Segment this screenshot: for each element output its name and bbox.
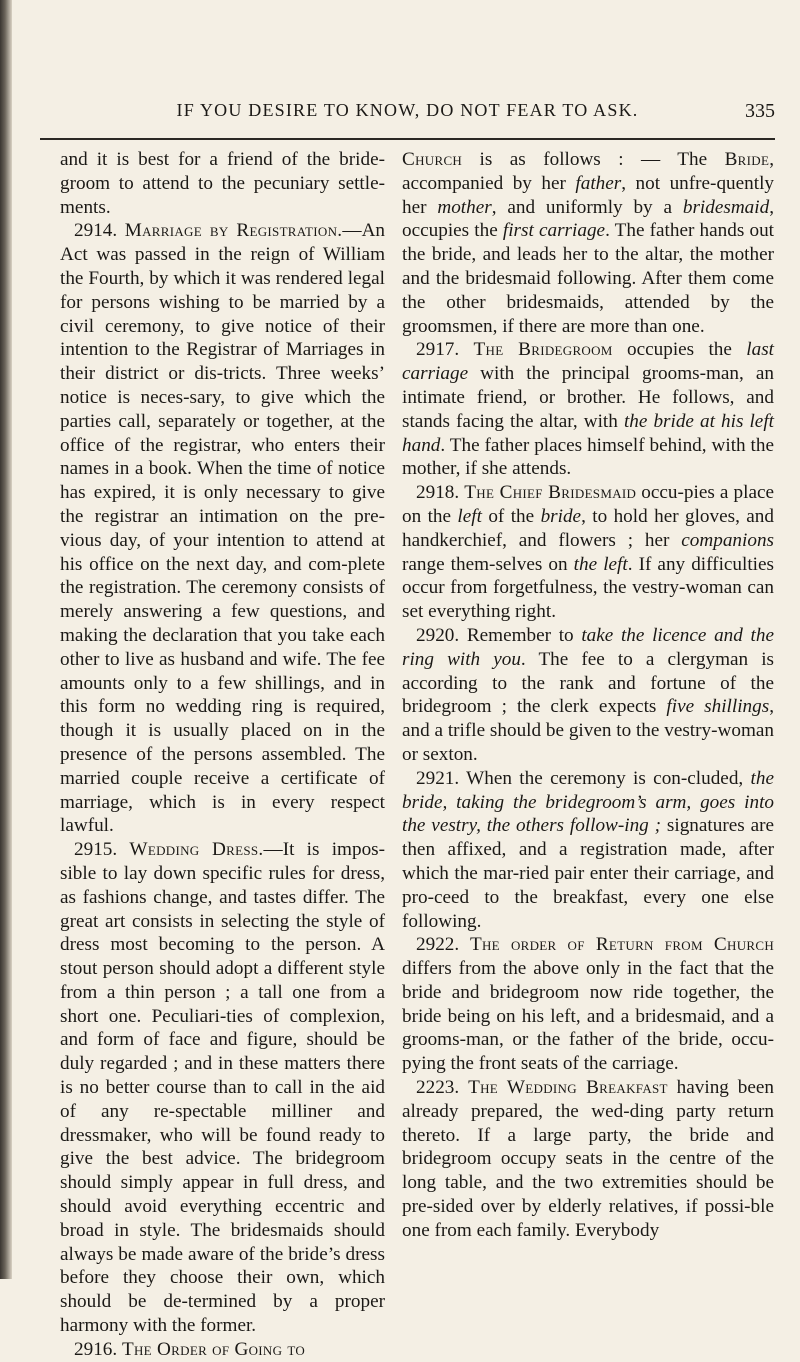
paragraph — [402, 933, 774, 1076]
emphasis-text: the bride at his left hand — [402, 410, 774, 456]
section-title: Wedding Dress. — [129, 839, 264, 861]
paragraph-text: . The father places himself behind, with the mother, if she attends. — [402, 434, 774, 480]
emphasis-text: take the licence and the ring with you — [402, 624, 774, 670]
page-gutter-shadow — [0, 0, 12, 1279]
paragraph — [60, 219, 385, 838]
section-title: Marriage by Registration. — [124, 220, 343, 242]
emphasis-text: first carriage — [502, 220, 606, 242]
header-rule — [40, 138, 775, 140]
paragraph-text: An Act was passed in the reign of William the Fourth, by which it was rendered legal for persons wishing to be married by a civil ceremony, to give notice of their intention to the Registrar of Marriages in their district or dis-tricts. Three weeks’ notice is neces-sary, to give which the parties call, separately or together, at the office of the registrar, who enters their names in a book. When the time of notice has expired, it is only necessary to give the registrar an intimation on the pre-vious day, of your intention to attend at his office on the next day, and com-plete the registration. The ceremony consists of merely answering a few questions, and making the declaration that you take each other to live as husband and wife. The fee amounts only to a few shillings, and in this form no wedding ring is required, though it is usually placed on in the presence of the persons assembled. The married couple receive a certificate of marriage, which is in every respect lawful. — [60, 220, 386, 837]
emphasis-text: bride — [540, 505, 582, 527]
paragraph-text: range them-selves on — [402, 553, 574, 575]
small-caps-text: Church — [402, 149, 463, 170]
paragraph — [402, 767, 774, 934]
paragraph-number: 2920. — [416, 624, 460, 646]
section-title: The Bridegroom — [473, 339, 613, 361]
paragraph-text: of the — [481, 505, 541, 527]
paragraph-text: Remember to — [466, 624, 582, 646]
paragraph — [402, 148, 774, 338]
section-title: The Wedding Breakfast — [468, 1077, 668, 1099]
paragraph-text: . The father hands out the bride, and leads her to the altar, the mother and the bridesmaid following. After them come the other bridesmaids, attended by the groomsmen, if there are more than one. — [402, 220, 774, 337]
page-header — [40, 100, 775, 134]
emphasis-text: the left — [573, 553, 628, 575]
paragraph-number: 2914. — [74, 220, 118, 242]
paragraph-text: When the ceremony is con-cluded, — [466, 767, 751, 789]
paragraph — [60, 148, 385, 219]
right-column — [402, 148, 774, 1243]
paragraph-text: , and uniformly by a — [491, 196, 683, 218]
paragraph-number: 2922. — [416, 934, 460, 956]
paragraph-text: , accompanied by her — [402, 149, 774, 194]
paragraph-text: . If any difficulties occur from forgetfulness, the vestry-woman can set everything right. — [402, 553, 774, 623]
paragraph — [60, 838, 385, 1338]
paragraph-text: . The fee to a clergyman is according to the rank and fortune of the bridegroom ; the clerk expects — [402, 648, 774, 718]
emphasis-text: last carriage — [402, 339, 775, 385]
section-title: The Order of Going to — [121, 1338, 306, 1360]
left-column — [60, 148, 385, 1362]
paragraph-text: having been already prepared, the wed-ding party return thereto. If a large party, the bride and bridegroom occupy seats in the centre of the long table, and the two extremities should be pre-sided over by elderly relatives, if possi-ble one from each family. Everybody — [402, 1077, 774, 1241]
paragraph-text: , occupies the — [402, 196, 774, 242]
title-dash: — — [263, 839, 283, 861]
paragraph — [402, 624, 774, 767]
emphasis-text: companions — [681, 529, 774, 551]
paragraph-text: signatures are then affixed, and a registration made, after which the mar-ried pair enter their carriage, and pro-ceed to the breakfast, every one else following. — [402, 815, 774, 932]
paragraph-number: 2916. — [74, 1338, 118, 1360]
section-title: The Chief Bridesmaid — [464, 482, 637, 504]
emphasis-text: bridesmaid — [682, 196, 770, 218]
emphasis-text: the bride, taking the bridegroom’s arm, goes into the vestry, the others follow-ing ; — [402, 767, 774, 837]
paragraph-text: occupies the — [612, 339, 747, 361]
running-head: IF YOU DESIRE TO KNOW, DO NOT FEAR TO ASK. — [176, 100, 639, 120]
paragraph-text: occu-pies a place on the — [402, 482, 774, 527]
paragraph-text: is as follows : — The — [462, 149, 725, 170]
paragraph-number: 2915. — [74, 839, 118, 861]
paragraph-number: 2921. — [416, 767, 460, 789]
paragraph — [402, 481, 774, 624]
paragraph — [402, 338, 774, 481]
emphasis-text: father — [575, 172, 622, 194]
small-caps-text: Bride — [724, 149, 770, 170]
paragraph-text: , not unfre-quently her — [402, 172, 774, 218]
paragraph-text: differs from the above only in the fact that the bride and bridegroom now ride together, the bride being on his left, and a bridesmaid, and a grooms-man, or the father of the bride, occu-pying the front seats of the carriage. — [402, 958, 774, 1075]
title-dash: — — [342, 220, 362, 242]
paragraph-number: 2917. — [416, 339, 460, 361]
paragraph-text: , and a trifle should be given to the vestry-woman or sexton. — [402, 696, 774, 765]
paragraph — [60, 1338, 385, 1362]
page-number: 335 — [745, 100, 775, 122]
paragraph-text: , to hold her gloves, and handkerchief, and flowers ; her — [402, 505, 774, 551]
emphasis-text: left — [457, 505, 482, 527]
paragraph — [402, 1076, 774, 1243]
emphasis-text: mother — [437, 196, 492, 218]
paragraph-text: with the principal grooms-man, an intimate friend, or brother. He follows, and stands facing the altar, with — [402, 363, 774, 432]
section-title: The order of Return from Church — [469, 934, 775, 956]
paragraph-text: and it is best for a friend of the bride-groom to attend to the pecuniary settle-ments. — [60, 149, 385, 218]
paragraph-number: 2918. — [416, 482, 460, 504]
paragraph-number: 2223. — [416, 1077, 460, 1099]
paragraph-text: It is impos-sible to lay down specific rules for dress, as fashions change, and tastes differ. The great art consists in selecting the style of dress most becoming to the person. A stout person should adopt a different style from a thin person ; a tall one from a short one. Peculiari-ties of complexion, and form of face and figure, should be duly regarded ; and in these matters there is no better course than to call in the aid of any re-spectable milliner and dressmaker, who will be found ready to give the best advice. The bridegroom should simply appear in full dress, and should avoid everything eccentric and broad in style. The bridesmaids should always be made aware of the bride’s dress before they choose their own, which should be de-termined by a proper harmony with the former. — [60, 839, 386, 1337]
emphasis-text: five shillings — [666, 696, 770, 718]
